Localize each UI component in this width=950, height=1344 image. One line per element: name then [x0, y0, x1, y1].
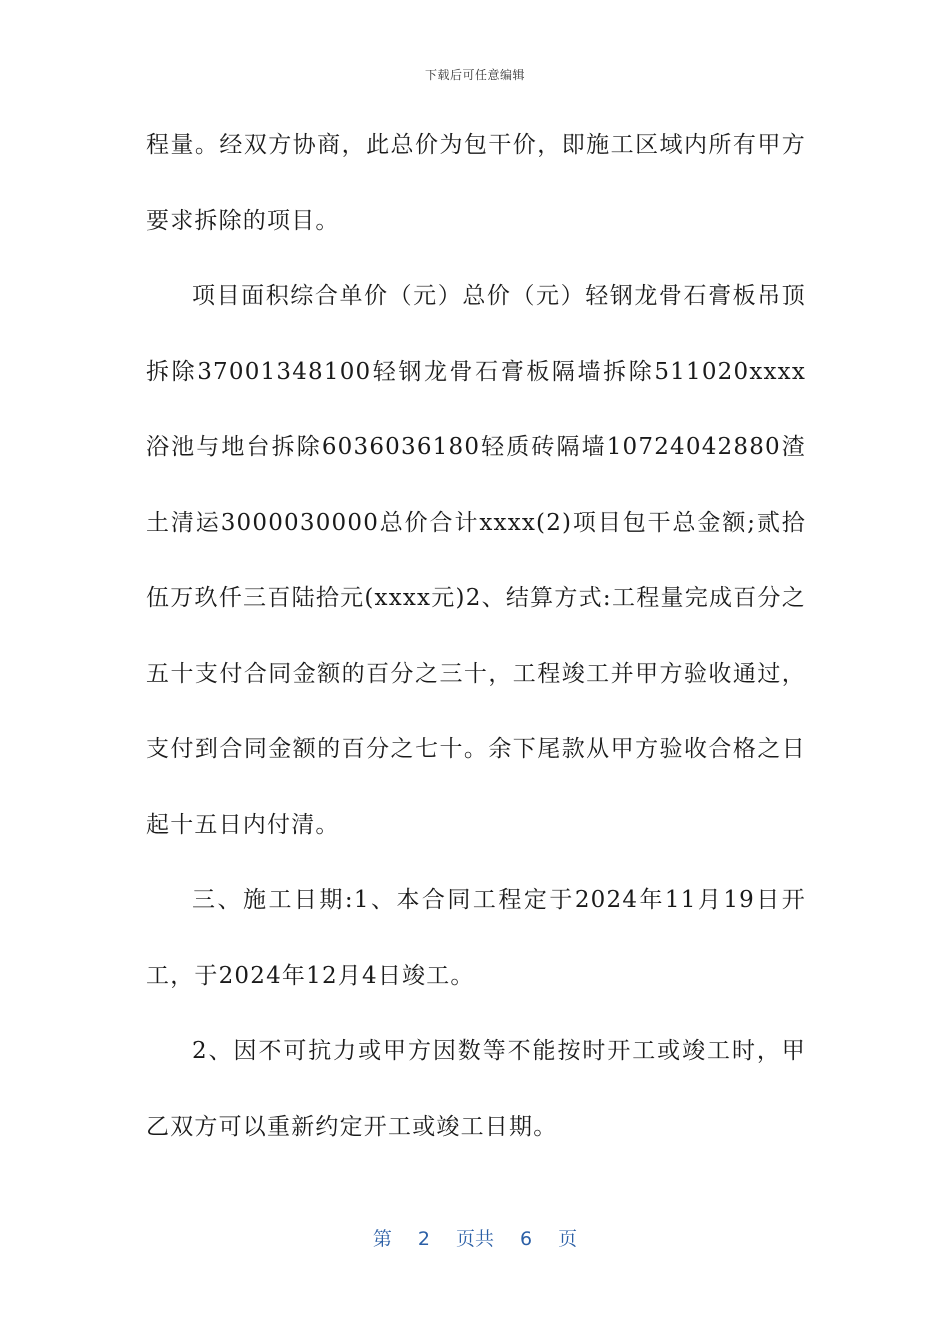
paragraph-construction-dates: 三、施工日期:1、本合同工程定于2024年11月19日开工，于2024年12月4日竣工。	[146, 887, 806, 989]
page-footer	[0, 1224, 950, 1251]
total-pages-number: 6	[520, 1228, 533, 1250]
page-prefix: 第	[372, 1228, 392, 1250]
paragraph-price-and-payment: 项目面积综合单价（元）总价（元）轻钢龙骨石膏板吊顶拆除37001348100轻钢龙骨石膏板隔墙拆除511020xxxx浴池与地台拆除6036036180轻质砖隔墙10724042880渣土清运3000030000总价合计xxxx(2)项目包干总金额;贰拾伍万玖仟三百陆拾元(xxxx元)2、结算方式:工程量完成百分之五十支付合同金额的百分之三十，工程竣工并甲方验收通过，支付到合同金额的百分之七十。余下尾款从甲方验收合格之日起十五日内付清。	[146, 283, 806, 838]
page-header-watermark: 下载后可任意编辑	[424, 68, 525, 82]
page-middle: 页共	[455, 1228, 494, 1250]
paragraph-force-majeure: 2、因不可抗力或甲方因数等不能按时开工或竣工时，甲乙双方可以重新约定开工或竣工日期。	[146, 1038, 806, 1140]
page-suffix: 页	[558, 1228, 578, 1250]
paragraph-contract-price: 程量。经双方协商，此总价为包干价，即施工区域内所有甲方要求拆除的项目。	[146, 132, 806, 234]
current-page-number: 2	[417, 1228, 430, 1250]
document-body	[146, 108, 806, 1165]
